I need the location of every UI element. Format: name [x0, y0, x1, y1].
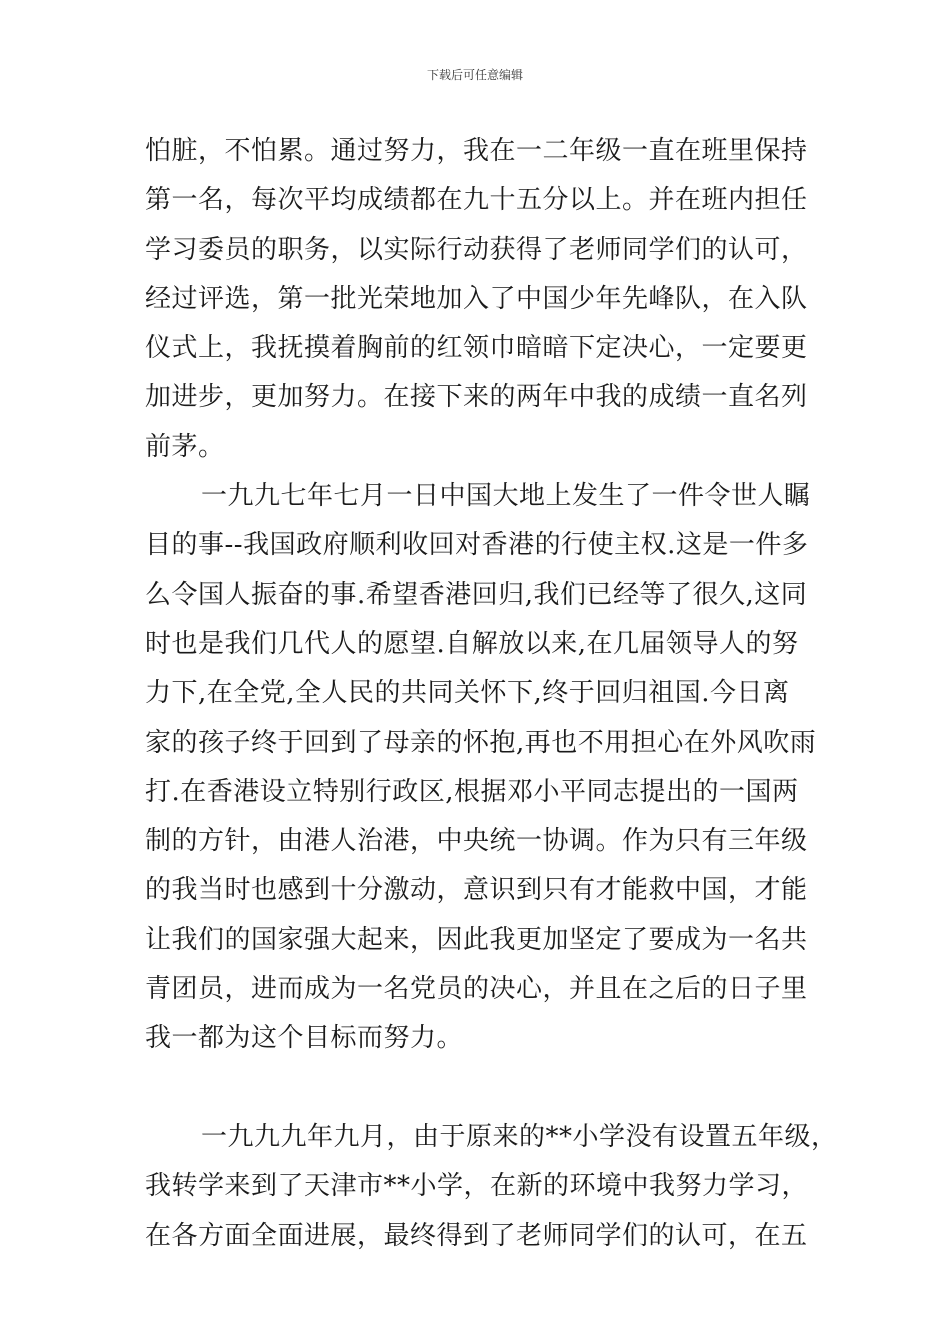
text-line: 一九九九年九月，由于原来的**小学没有设置五年级， [201, 1121, 838, 1152]
text-line: 一九九七年七月一日中国大地上发生了一件令世人瞩 [201, 481, 811, 512]
text-line: 目的事--我国政府顺利收回对香港的行使主权.这是一件多 [145, 530, 809, 561]
text-line: 怕脏，不怕累。通过努力，我在一二年级一直在班里保持 [145, 136, 808, 166]
text-line: 制的方针，由港人治港，中央统一协调。作为只有三年级 [145, 826, 808, 857]
text-line [145, 1064, 815, 1113]
text-line: 时也是我们几代人的愿望.自解放以来,在几届领导人的努 [145, 628, 799, 659]
text-line: 我一都为这个目标而努力。 [145, 1023, 464, 1054]
text-line: 力下,在全党,全人民的共同关怀下,终于回归祖国.今日离 [145, 678, 790, 709]
text-line: 第一名，每次平均成绩都在九十五分以上。并在班内担任 [145, 185, 808, 216]
text-line: 的我当时也感到十分激动，意识到只有才能救中国，才能 [145, 875, 808, 906]
text-line: 在各方面全面进展，最终得到了老师同学们的认可，在五 [145, 1220, 808, 1251]
paragraph [145, 472, 815, 1113]
paragraph [145, 1113, 838, 1261]
text-line: 青团员，进而成为一名党员的决心，并且在之后的日子里 [145, 974, 808, 1005]
document-body [145, 127, 838, 1261]
text-line: 加进步，更加努力。在接下来的两年中我的成绩一直名列 [145, 382, 808, 413]
text-line: 我转学来到了天津市**小学，在新的环境中我努力学习， [145, 1171, 809, 1202]
text-line: 打.在香港设立特别行政区,根据邓小平同志提出的一国两 [145, 776, 799, 807]
text-line: 么令国人振奋的事.希望香港回归,我们已经等了很久,这同 [145, 579, 808, 610]
text-line: 家的孩子终于回到了母亲的怀抱,再也不用担心在外风吹雨 [145, 727, 817, 758]
text-line: 仪式上，我抚摸着胸前的红领巾暗暗下定决心，一定要更 [145, 333, 808, 364]
text-line: 学习委员的职务，以实际行动获得了老师同学们的认可， [145, 234, 808, 265]
page-header: 下载后可任意编辑 [426, 68, 523, 82]
text-line: 前茅。 [145, 431, 225, 462]
text-line: 让我们的国家强大起来，因此我更加坚定了要成为一名共 [145, 924, 808, 955]
text-line: 经过评选，第一批光荣地加入了中国少年先峰队，在入队 [145, 283, 808, 314]
paragraph [145, 127, 815, 472]
